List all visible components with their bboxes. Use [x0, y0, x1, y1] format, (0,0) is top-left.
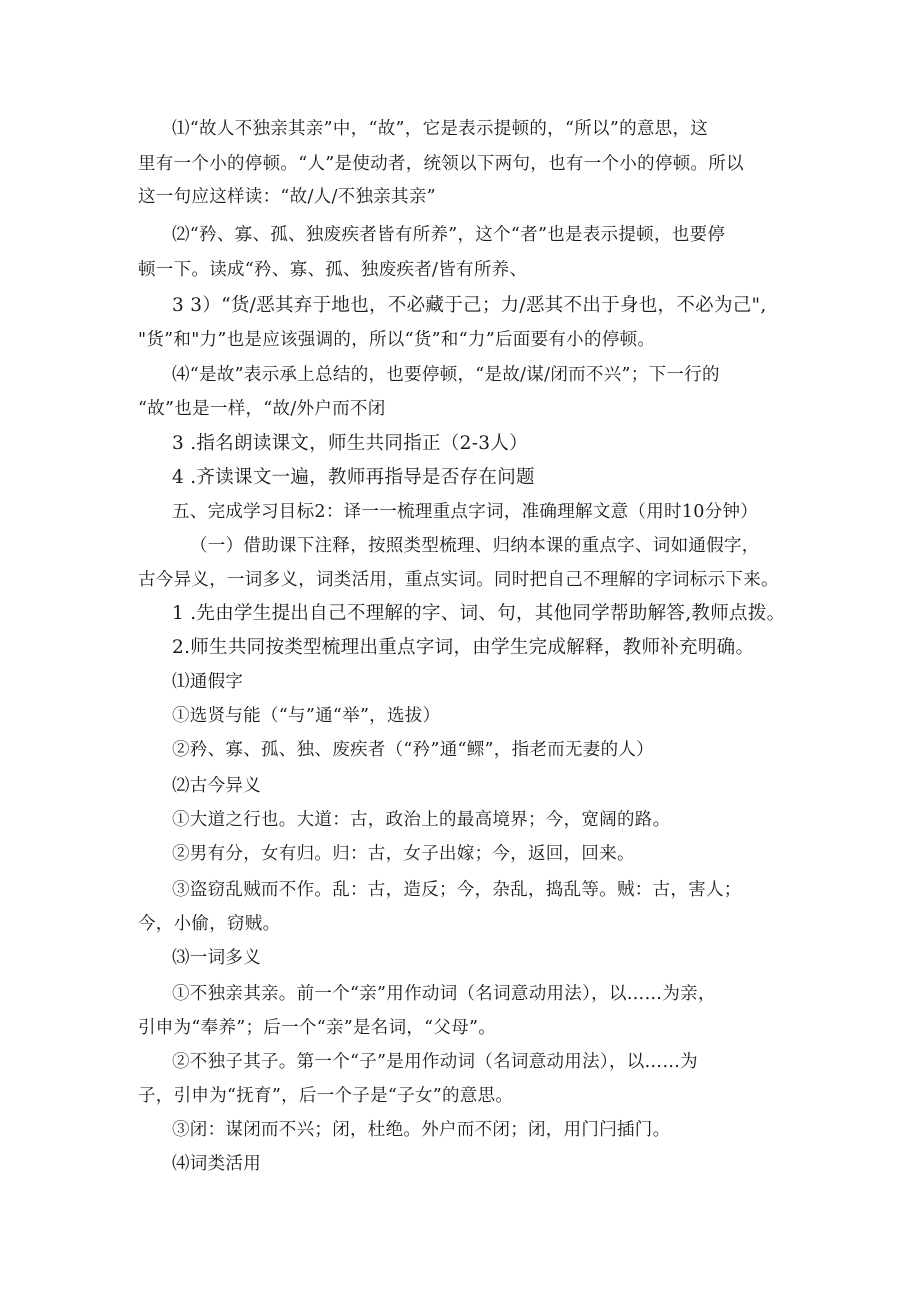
subheading: ⑶一词多义 — [172, 948, 261, 968]
text-line: 引申为“奉养”；后一个“亲”是名词，“父母”。 — [138, 1018, 497, 1038]
text-line: 3 3）“货/恶其弃于地也，不必藏于己；力/恶其不出于身也，不必为己", — [172, 295, 767, 316]
text-line: 顿一下。读成“矜、寡、孤、独废疾者/皆有所养、 — [138, 260, 528, 280]
subheading: ⑴通假字 — [172, 672, 244, 692]
text-line: 1 .先由学生提出自己不理解的字、词、句，其他同学帮助解答,教师点拨。 — [172, 603, 786, 624]
text-line: 古今异义，一词多义，词类活用，重点实词。同时把自己不理解的字词标示下来。 — [138, 570, 779, 590]
subheading: ⑵古今异义 — [172, 776, 261, 796]
text-line: ③盗窃乱贼而不作。乱：古，造反；今，杂乱，捣乱等。贼：古，害人； — [172, 880, 742, 900]
text-line: ②矜、寡、孤、独、废疾者（“矜”通“鳏”，指老而无妻的人） — [172, 740, 654, 760]
text-line: ⑵“矜、寡、孤、独废疾者皆有所养”，这个“者”也是表示提顿，也要停 — [172, 225, 726, 245]
text-line: ②不独子其子。第一个“子”是用作动词（名词意动用法），以……为 — [172, 1052, 698, 1072]
text-line: 3 .指名朗读课文，师生共同指正（2-3人） — [172, 433, 528, 454]
text-line: ①大道之行也。大道：古，政治上的最高境界；今，宽阔的路。 — [172, 810, 671, 830]
text-line: ③闭：谋闭而不兴；闭，杜绝。外户而不闭；闭，用门闩插门。 — [172, 1120, 671, 1140]
text-line: ⑴“故人不独亲其亲”中，“故”，它是表示提顿的，“所以”的意思，这 — [172, 119, 709, 139]
text-line: "货”和"力”也是应该强调的，所以“货”和“力”后面要有小的停顿。 — [138, 330, 656, 350]
text-line: ①不独亲其亲。前一个“亲”用作动词（名词意动用法），以……为亲， — [172, 984, 716, 1004]
text-line: （一）借助课下注释，按照类型梳理、归纳本课的重点字、词如通假字， — [190, 536, 760, 556]
text-line: 2.师生共同按类型梳理出重点字词，由学生完成解释，教师补充明确。 — [172, 637, 755, 658]
text-line: “故”也是一样，“故/外户而不闭 — [138, 399, 386, 419]
text-line: 子，引申为“抚育”，后一个子是“子女”的意思。 — [138, 1086, 514, 1106]
text-line: 今，小偷，窃贼。 — [138, 914, 281, 934]
text-line: 4 .齐读课文一遍，教师再指导是否存在问题 — [172, 467, 535, 488]
text-line: 这一句应这样读：“故/人/不独亲其亲” — [138, 187, 436, 207]
subheading: ⑷词类活用 — [172, 1154, 261, 1174]
text-line: ②男有分，女有归。归：古，女子出嫁；今，返回，回来。 — [172, 844, 635, 864]
text-line: 里有一个小的停顿。“人”是使动者，统领以下两句，也有一个小的停顿。所以 — [138, 154, 744, 174]
section-heading: 五、完成学习目标2：译一一梳理重点字词，准确理解文意（用时10分钟） — [172, 502, 759, 522]
text-line: ⑷“是故”表示承上总结的，也要停顿，“是故/谋/闭而不兴”；下一行的 — [172, 365, 720, 385]
text-line: ①选贤与能（“与”通“举”，选拔） — [172, 706, 441, 726]
